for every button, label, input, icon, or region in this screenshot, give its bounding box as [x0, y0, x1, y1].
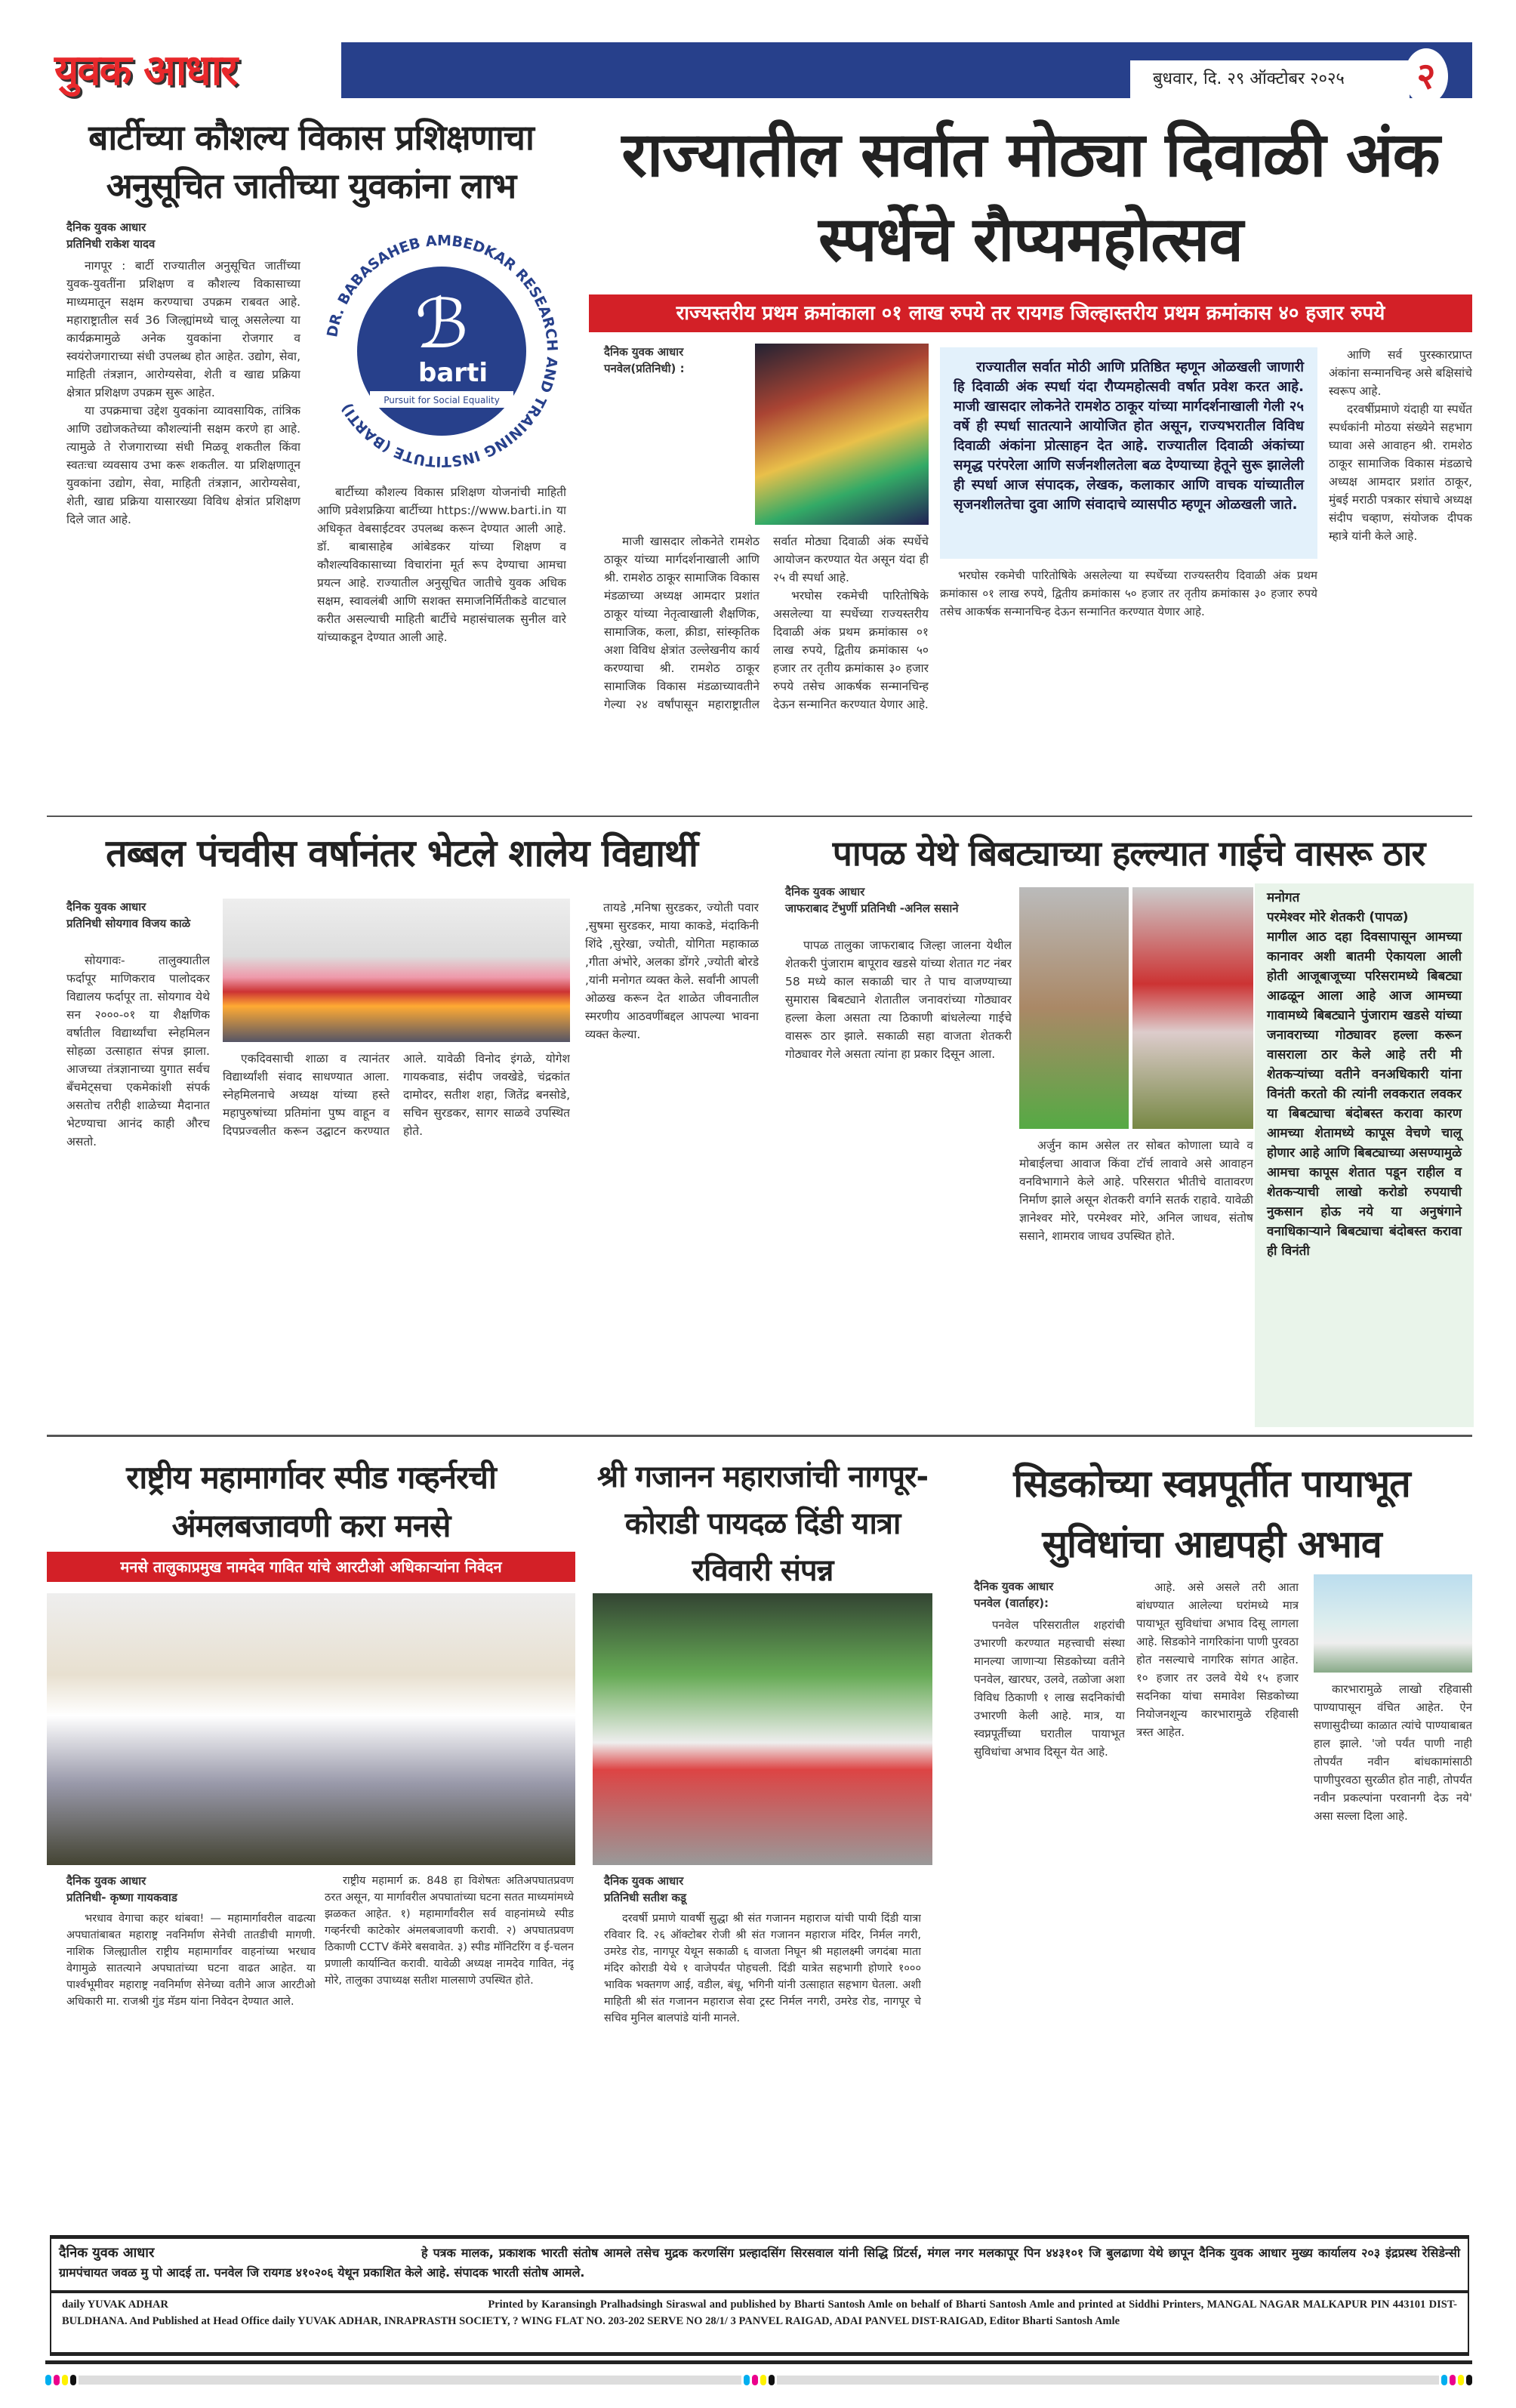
paragraph: अर्जुन काम असेल तर सोबत कोणाला घ्यावे व मोबाईलचा आवाज किंवा टॉर्च लावावे असे आवाहन वनविभागाने केले आहे. परिसरात भीतीचे वातावरण निर्माण झाले असून शेतकरी वर्गाने सतर्क राहावे. यावेळी ज्ञानेश्वर मोरे, परमेश्वर मोरे, अनिल जाधव, संतोष ससाने, शामराव जाधव उपस्थित होते. — [1019, 1139, 1253, 1243]
page-number: २ — [1404, 48, 1448, 104]
divider — [45, 2360, 1472, 2364]
reporter: प्रतिनिधी सोयगाव विजय काळे — [66, 917, 191, 930]
imprint-text-marathi: हे पत्रक मालक, प्रकाशक भारती संतोष आमले तसेच मुद्रक करणसिंग प्रल्हादसिंग सिरसवाल यांनी सिद्धि प्रिंटर्स, मंगल नगर मलकापूर पिन ४४३१०१ जि बुलढाणा येथे छापून दैनिक युवक आधार मुख्य कार्यालय २०३ इंद्रप्रस्थ रेसिडेन्सी ग्रामपंचायत जवळ मु पो आदई ता. पनवेल जि रायगड ४१०२०६ येथून प्रकाशित केले आहे. संपादक भारती संतोष आमले. — [59, 2246, 1460, 2280]
svg-text:ℬ: ℬ — [414, 285, 469, 364]
barti-body-col1 — [66, 257, 300, 800]
paragraph: कारभारामुळे लाखो रहिवासी पाण्यापासून वंचित आहेत. ऐन सणासुदीच्या काळात त्यांचे पाण्याबाबत हाल झाले. 'जो पर्यंत पाणी नाही तोपर्यंत नवीन बांधकामांसाठी पाणीपुरवठा सुरळीत होत नाही, तोपर्यंत नवीन प्रकल्पांना परवानगी देऊ नये' असा सल्ला दिला आहे. — [1314, 1682, 1472, 1823]
gajanan-headline: श्री गजानन महाराजांची नागपूर-कोराडी पायदळ दिंडी यात्रा रविवारी संपन्न — [596, 1460, 929, 1588]
diwali-body-left — [604, 532, 929, 804]
barti-tagline: Pursuit for Social Equality — [384, 395, 500, 405]
school-byline — [66, 899, 210, 932]
reporter: प्रतिनिधी सतीश कडू — [604, 1891, 687, 1904]
paragraph: माजी खासदार लोकनेते रामशेठ ठाकूर यांच्या मार्गदर्शनाखाली आणि श्री. रामशेठ ठाकूर सामाजिक विकास मंडळाच्या अध्यक्ष आमदार प्रशांत ठाकूर यांच्या नेतृत्वाखाली शैक्षणिक, सामाजिक, कला, क्रीडा, सांस्कृतिक अशा विविध क्षेत्रांत उल्लेखनीय कार्य करण्याचा श्री. रामशेठ ठाकूर सामाजिक विकास मंडळाच्यावतीने गेल्या २४ वर्षांपासून महाराष्ट्रातील सर्वात मोठ्या दिवाळी अंक स्पर्धेचे आयोजन करण्यात येत असून यंदा ही २५ वी स्पर्धा आहे. — [604, 535, 929, 711]
reporter: पनवेल (वार्ताहर): — [974, 1596, 1049, 1610]
opinion-title: मनोगत — [1267, 890, 1300, 905]
school-body-col2 — [223, 1050, 570, 1420]
mns-body-col2 — [325, 1873, 574, 2220]
source: दैनिक युवक आधार — [66, 220, 146, 234]
opinion-box — [1255, 883, 1474, 1427]
paragraph: तायडे ,मनिषा सुरडकर, ज्योती पवार ,सुषमा सुरडकर, माया काकडे, मंदाकिनी शिंदे ,सुरेखा, ज्योती, योगिता महाकाळ ,गीता अंभोरे, अलका डोंगरे ,ज्योती बोरडे ,यांनी मनोगत व्यक्त केले. सर्वांनी आपली ओळख करून देत शाळेत जीवनातील स्मरणीय आठवणींबद्दल आपल्या भावना व्यक्त केल्या. — [585, 901, 759, 1041]
source: दैनिक युवक आधार — [785, 885, 865, 899]
paragraph: या उपक्रमाचा उद्देश युवकांना व्यावसायिक, तांत्रिक आणि उद्योजकतेच्या कौशल्यांनी सक्षम करणे हा आहे. त्यामुळे ते रोजगाराच्या संधी मिळवू शकतील किंवा स्वतःचा व्यवसाय उभा करू शकतील. या प्रशिक्षणातून युवकांना उद्योग, सेवा, माहिती तंत्रज्ञान, आरोग्यसेवा, शेती, खाद्य प्रक्रिया यासारख्या विविध क्षेत्रांत प्रशिक्षण दिले जात आहे. — [66, 404, 300, 526]
issue-date: बुधवार, दि. २९ ऑक्टोबर २०२५ — [1130, 60, 1410, 98]
diwali-highlight-box: राज्यातील सर्वात मोठी आणि प्रतिष्ठित म्हणून ओळखली जाणारी हि दिवाळी अंक स्पर्धा यंदा रौप्यमहोत्सवी वर्षात प्रवेश करत आहे. माजी खासदार लोकनेते रामशेठ ठाकूर यांच्या मार्गदर्शनाखाली गेली २५ वर्षे ही स्पर्धा सातत्याने आयोजित होत असून, राज्यभरातील विविध दिवाळी अंकांना प्रोत्साहन देत आहे. राज्यातील दिवाळी अंकांच्या समृद्ध परंपरेला आणि सर्जनशीलतेला बळ देण्याच्या हेतूने सुरू झालेली ही स्पर्धा आज संपादक, लेखक, कलाकार आणि वाचक यांच्यातील सृजनशीलतेचा दुवा आणि संवादाचे व्यासपीठ म्हणून ओळखली जाते. — [940, 347, 1317, 559]
leopard-photo-2 — [1132, 887, 1253, 1129]
barti-logo-text: barti — [418, 358, 488, 388]
imprint-name-en: daily YUVAK ADHAR — [62, 2299, 168, 2311]
paragraph: भरधाव वेगाचा कहर थांबवा! — महामार्गावरील वाढत्या अपघातांबाबत महाराष्ट्र नवनिर्माण सेनेची तातडीची मागणी. नाशिक जिल्ह्यातील राष्ट्रीय महामार्गांवर वाहनांच्या भरधाव वेगामुळे सातत्याने अपघातांच्या घटना वाढत आहेत. या पार्श्वभूमीवर महाराष्ट्र नवनिर्माण सेनेच्या वतीने आज आरटीओ अधिकारी मा. राजश्री गुंड मॅडम यांना निवेदन देण्यात आले. — [66, 1913, 316, 2008]
cidco-body-col3 — [1314, 1680, 1472, 2220]
opinion-text: मागील आठ दहा दिवसापासून आमच्या कानावर अशी बातमी ऐकायला आली होती आजूबाजूच्या परिसरामध्ये बिबट्या आढळून आला आहे आज आमच्या गावामध्ये बिबट्याने पुंजाराम खडसे यांच्या जनावराच्या गोठ्यावर हल्ला करून वासराला ठार केले आहे तरी मी शेतकऱ्यांच्या वतीने वनअधिकारी यांना विनंती करतो की त्यांनी लवकरात लवकर या बिबट्याचा बंदोबस्त करावा कारण आमच्या शेतामध्ये कापूस वेचणे चालू होणार आहे आणि बिबट्याच्या असण्यामुळे आमचा कापूस शेतात पडून राहील व शेतकऱ्याची लाखो करोडो रुपयाची नुकसान होऊ नये या अनुषंगाने वनाधिकाऱ्याने बिबट्याचा बंदोबस्त करावा ही विनंती — [1267, 930, 1462, 1259]
barti-headline: बार्टीच्या कौशल्य विकास प्रशिक्षणाचा अनुसूचित जातीच्या युवकांना लाभ — [88, 117, 534, 206]
source: दैनिक युवक आधार — [604, 1874, 684, 1888]
imprint-box — [50, 2235, 1469, 2356]
barti-body-col2 — [317, 483, 566, 800]
paragraph: बार्टीच्या कौशल्य विकास प्रशिक्षण योजनांची माहिती आणि प्रवेशप्रक्रिया बार्टीच्या https://www.barti.in या अधिकृत वेबसाईटवर उपलब्ध करून देण्यात आली आहे. डॉ. बाबासाहेब आंबेडकर यांच्या शिक्षण व कौशल्यविकासाच्या विचारांना मूर्त रूप देण्याचा आमचा प्रयत्न आहे. राज्यातील अनुसूचित जातीचे युवक अधिक सक्षम, स्वावलंबी आणि सशक्त समाजनिर्मितीकडे वाटचाल करीत असल्याची माहिती बार्टीचे महासंचालक सुनील वारे यांच्याकडून देण्यात आली आहे. — [317, 486, 566, 644]
mns-memorandum-photo — [47, 1593, 575, 1865]
mns-subhead: मनसे तालुकाप्रमुख नामदेव गावित यांचे आरटीओ अधिकाऱ्यांना निवेदन — [47, 1552, 575, 1582]
paragraph: दरवर्षी प्रमाणे यावर्षी सुद्धा श्री संत गजानन महाराज यांची पायी दिंडी यात्रा रविवार दि. २६ ऑक्टोबर रोजी श्री संत गजानन महाराज मंदिर, निर्मल नगरी, उमरेड रोड, नागपूर येथून सकाळी ६ वाजता निघून श्री महालक्ष्मी जगदंबा माता मंदिर कोराडी येथे १ वाजेपर्यंत पोहचली. दिंडी यात्रेत सहभागी होणारे १००० भाविक भक्तगण आई, वडील, बंधू, भगिनी यांनी उत्साहात सहभाग घेतला. अशी माहिती श्री संत गजानन महाराज सेवा ट्रस्ट निर्मल नगरी, उमरेड रोड, नागपूर चे सचिव मुनिल बालपांडे यांनी मानले. — [604, 1913, 921, 2024]
mns-body-col1 — [66, 1910, 316, 2220]
diwali-body-right — [1329, 346, 1472, 806]
barti-logo — [317, 227, 566, 476]
diwali-byline — [604, 344, 747, 377]
imprint-name: दैनिक युवक आधार — [59, 2245, 155, 2261]
imprint-english — [51, 2293, 1468, 2332]
school-headline: तब्बल पंचवीस वर्षानंतर भेटले शालेय विद्यार्थी — [106, 831, 698, 875]
barti-ring-text: DR. BABASAHEB AMBEDKAR RESEARCH AND TRAINING INSTITUTE (BARTI) — [324, 232, 561, 470]
cidco-building-photo — [1314, 1574, 1472, 1673]
newspaper-logo: युवक आधार — [47, 42, 341, 98]
source: दैनिक युवक आधार — [604, 345, 684, 359]
source: दैनिक युवक आधार — [66, 1874, 146, 1888]
reporter: जाफराबाद टेंभुर्णी प्रतिनिधी -अनिल ससाने — [785, 902, 959, 915]
leopard-body-col1 — [785, 936, 1012, 1420]
divider — [47, 816, 1472, 817]
cidco-headline: सिडकोच्या स्वप्नपूर्तीत पायाभूत सुविधांचा आद्यपही अभाव — [1013, 1462, 1410, 1566]
reporter: पनवेल(प्रतिनिधी) : — [604, 362, 685, 375]
leopard-headline: पापळ येथे बिबट्याच्या हल्ल्यात गाईचे वासरू ठार — [832, 833, 1425, 874]
divider — [47, 1435, 1472, 1437]
paragraph: भरघोस रकमेची पारितोषिके असलेल्या या स्पर्धेच्या राज्यस्तरीय दिवाळी अंक प्रथम क्रमांकास ०१ लाख रुपये, द्वितीय क्रमांकास ५० हजार तर तृतीय क्रमांकास ३० हजार रुपये तसेच आकर्षक सन्मानचिन्ह देऊन सन्मानित करण्यात येणार आहे. — [940, 569, 1317, 618]
opinion-author: परमेश्वर मोरे शेतकरी (पापळ) — [1267, 910, 1409, 925]
source: दैनिक युवक आधार — [66, 900, 146, 914]
gajanan-byline — [604, 1873, 921, 1906]
cidco-body-col2 — [1136, 1578, 1299, 2220]
color-registration-strip — [45, 2375, 1472, 2385]
diwali-body-mid — [940, 566, 1317, 800]
imprint-text-en: Printed by Karansingh Pralhadsingh Siraswal and published by Bharti Santosh Amle on behalf of Bharti Santosh Amle and printed at Siddhi Printers, MANGAL NAGAR MALKAPUR PIN 443101 DIST- BULDHANA. And Published at Head Office daily YUVAK ADHAR, INRAPRASTH SOCIETY, ? WING FLAT NO. 203-202 SERVE NO 28/1/ 3 PANVEL RAIGAD, ADAI PANVEL DIST-RAIGAD, Editor Bharti Santosh Amle — [62, 2299, 1458, 2327]
paragraph: दरवर्षीप्रमाणे यंदाही या स्पर्धेत स्पर्धकांनी मोठया संख्येने सहभाग घ्यावा असे आवाहन श्री. रामशेठ ठाकूर सामाजिक विकास मंडळाचे अध्यक्ष आमदार प्रशांत ठाकूर, मुंबई मराठी पत्रकार संघाचे अध्यक्ष संदीप चव्हाण, संयोजक दीपक म्हात्रे यांनी केले आहे. — [1329, 402, 1472, 543]
paragraph: आणि सर्व पुरस्कारप्राप्त अंकांना सन्मानचिन्ह असे बक्षिसांचे स्वरूप आहे. — [1329, 348, 1472, 398]
leopard-body-col2 — [1019, 1136, 1253, 1420]
school-group-photo — [223, 899, 570, 1042]
mns-headline: राष्ट्रीय महामार्गावर स्पीड गव्हर्नरची अंमलबजावणी करा मनसे — [126, 1459, 496, 1544]
dindi-procession-photo — [593, 1593, 932, 1865]
paragraph: पापळ तालुका जाफराबाद जिल्हा जालना येथील शेतकरी पुंजाराम बापूराव खडसे यांच्या शेतात गट नंबर 58 मध्ये काल सकाळी चार ते पाच वाजण्याच्या सुमारास बिबट्याने शेतातील जनावरांच्या गोठ्यावर हल्ला केला असता त्या ठिकाणी बांधलेल्या गाईचे वासरू ठार झाले. सकाळी सहा वाजता शेतकरी गोठ्यावर गेले असता त्यांना हा प्रकार दिसून आला. — [785, 939, 1012, 1061]
reporter: प्रतिनिधी राकेश यादव — [66, 237, 156, 251]
paragraph: सोयगावः- तालुक्यातील फर्दापूर माणिकराव पालोदकर विद्यालय फर्दापूर ता. सोयगाव येथे सन २०००-०१ या शैक्षणिक वर्षातील विद्यार्थ्यांचा स्नेहमिलन सोहळा उत्साहात संपन्न झाला. आजच्या तंत्रज्ञानाच्या युगात सर्वच बँचमेट्सचा एकमेकांशी संपर्क असतोच तरीही शाळेच्या मैदानात भेटण्याचा आनंद काही औरच असतो. — [66, 954, 210, 1149]
school-body-col1 — [66, 951, 210, 1420]
leopard-photo-1 — [1019, 887, 1129, 1129]
cidco-body-col1 — [974, 1616, 1125, 2220]
diwali-headline: राज्यातील सर्वात मोठ्या दिवाळी अंक स्पर्धेचे रौप्यमहोत्सव — [621, 119, 1440, 276]
diwali-subhead: राज्यस्तरीय प्रथम क्रमांकाला ०१ लाख रुपये तर रायगड जिल्हास्तरीय प्रथम क्रमांकास ४० हजार रुपये — [589, 294, 1472, 332]
cidco-byline — [974, 1578, 1125, 1611]
school-body-col3 — [585, 899, 759, 1420]
mns-byline — [66, 1873, 316, 1906]
leopard-byline — [785, 883, 1012, 917]
paragraph: पनवेल परिसरातील शहरांची उभारणी करण्यात महत्त्वाची संस्था मानल्या जाणाऱ्या सिडकोच्या वतीने पनवेल, खारघर, उलवे, तळोजा अशा विविध ठिकाणी १ लाख सदनिकांची उभारणी केली आहे. मात्र, या स्वप्नपूर्तीच्या घरातील पायाभूत सुविधांचा अभाव दिसून येत आहे. — [974, 1618, 1125, 1759]
paragraph: आहे. असे असले तरी आता बांधण्यात आलेल्या घरांमध्ये मात्र पायाभूत सुविधांचा अभाव दिसू लागला आहे. सिडकोने नागरिकांना पाणी पुरवठा होत नसल्याचे नागरिक सांगत आहेत. १० हजार तर उलवे येथे १५ हजार सदनिका यांचा समावेश सिडकोच्या नियोजनशून्य कारभारामुळे रहिवासी त्रस्त आहेत. — [1136, 1580, 1299, 1739]
diwali-magazines-photo — [755, 344, 929, 525]
paragraph: नागपूर : बार्टी राज्यातील अनुसूचित जातींच्या युवक-युवतींना प्रशिक्षण व कौशल्य विकासाच्या माध्यमातून सक्षम करण्याचा उपक्रम राबवत आहे. महाराष्ट्रातील सर्व 36 जिल्ह्यांमध्ये चालू असलेल्या या कार्यक्रमामुळे अनेक युवकांना रोजगार व स्वयंरोजगाराच्या संधी उपलब्ध होत आहेत. उद्योग, सेवा, माहिती तंत्रज्ञान, आरोग्यसेवा, शेती व खाद्य प्रक्रिया क्षेत्रात प्रशिक्षण उपक्रम सुरू आहेत. — [66, 259, 300, 399]
paragraph: एकदिवसाची शाळा व त्यानंतर विद्यार्थ्यांशी संवाद साधण्यात आला. स्नेहमिलनाचे अध्यक्ष यांच्या हस्ते महापुरुषांच्या प्रतिमांना पुष्प वाहून व दिपप्रज्वलीत करून उद्घाटन करण्यात आले. यावेळी विनोद इंगळे, योगेश गायकवाड, संदीप जवखेडे, चंद्रकांत दामोदर, सतीश शहा, जितेंद्र बनसोडे, सचिन सुरडकर, सागर साळवे उपस्थित होते. — [223, 1052, 570, 1138]
barti-byline — [66, 219, 285, 252]
paragraph: भरघोस रकमेची पारितोषिके असलेल्या या स्पर्धेच्या राज्यस्तरीय दिवाळी अंक प्रथम क्रमांकास ०१ लाख रुपये, द्वितीय क्रमांकास ५० हजार तर तृतीय क्रमांकास ३० हजार रुपये तसेच आकर्षक सन्मानचिन्ह देऊन सन्मानित करण्यात येणार आहे. — [773, 589, 929, 711]
gajanan-body — [604, 1910, 921, 2220]
imprint-marathi — [51, 2239, 1468, 2293]
reporter: प्रतिनिधी- कृष्णा गायकवाड — [66, 1891, 177, 1904]
paragraph: राष्ट्रीय महामार्ग क्र. 848 हा विशेषतः अतिअपघातप्रवण ठरत असून, या मार्गावरील अपघातांच्या घटना सतत माध्यमांमध्ये झळकत आहेत. १) महामार्गांवरील सर्व वाहनांमध्ये स्पीड गव्हर्नरची काटेकोर अंमलबजावणी करावी. २) अपघातप्रवण ठिकाणी CCTV कॅमेरे बसवावेत. ३) स्पीड मॉनिटरिंग व ई-चलन प्रणाली कार्यान्वित करावी. यावेळी अध्यक्ष नामदेव गावित, नंदू मोरे, तालुका उपाध्यक्ष सतीश मालसाणे उपस्थित होते. — [325, 1875, 574, 1987]
source: दैनिक युवक आधार — [974, 1580, 1054, 1593]
